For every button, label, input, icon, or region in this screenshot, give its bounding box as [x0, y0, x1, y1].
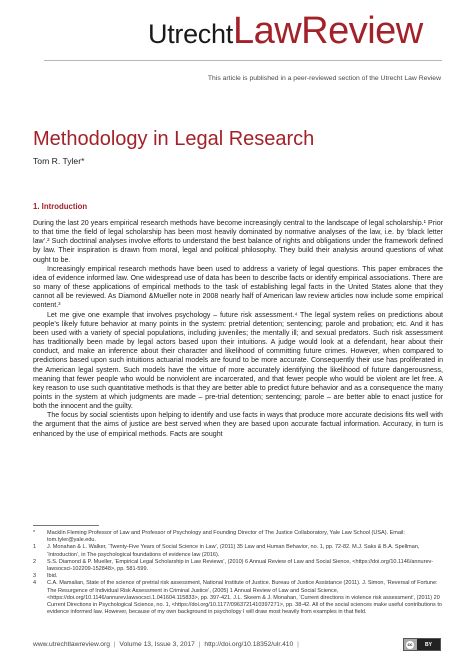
footnote-mark: *: [33, 530, 36, 536]
footer-separator: |: [113, 641, 116, 648]
paragraph: The focus by social scientists upon helping to identify and use facts in ways that produce more accurate decisions fits well with the argument that the aims of justice are best served when they are based upon accurate factual information. Accuracy, in turn is enhanced by the use of empirical methods. Facts are sought: [33, 411, 443, 438]
footnote-mark: 4: [33, 580, 37, 587]
footnote: [33, 580, 443, 616]
footnote: [33, 573, 443, 580]
footnotes: [33, 530, 443, 616]
website-link[interactable]: www.utrechtlawreview.org: [33, 641, 110, 648]
footnote: [33, 530, 443, 544]
footnote-text: C.A. Mamalian, State of the science of pretrial risk assessment, National Institute of Justice. Bureau of Justice Assistance (2011). J. Simon, ‘Reversal of Fortune: The Resurgence of Individual Risk Assessment in Criminal Justice’, (2005) 1 Annual Review of Law and Social Science, <https://doi.org/10.1146/annurev.lawsocsci.1.041604.115833>, pp. 397-421. J.L. Skeem & J. Monahan, ‘Current directions in violence risk assessment’, (2011) 20 Current Directions in Psychological Science, no. 1, <https://doi.org/10.1177/0963721410397271>, pp. 38-42. All of the social sciences make useful contributions to evidence informed law. However, because of my own background in psychology I will draw most heavily from examples in that field.: [47, 580, 442, 616]
footnote-text: S.S. Diamond & P. Mueller, ‘Empirical Legal Scholarship in Law Reviews’, (2010) 6 Annual Review of Law and Social Sience, <https://doi.org/10.1146/annurev-lawsocsci-102209-152848>, pp. 581-599.: [47, 558, 434, 573]
footnote-rule: [33, 525, 99, 526]
footnote-text: J. Monahan & L. Walker, ‘Twenty-Five Years of Social Science in Law’, (2011) 35 Law and Human Behavior, no. 1, pp. 72-82. M.J. Saks & B.A. Spellman, ‘Introduction’, in The psychological foundations of evidence law (2016).: [47, 544, 420, 558]
masthead-utrecht: Utrecht: [148, 19, 233, 49]
footer-separator: |: [297, 641, 299, 648]
paragraph: Let me give one example that involves psychology – future risk assessment.⁴ The legal system relies on predictions about people’s likely future behavior at many points in the system: pretrial detention; sentencing; parole and probation; etc. And it has been used with a variety of special populations, including juveniles; the mentally ill; and sexual predators. Such risk assessment has traditionally been made by legal actors based upon their intuitions. A judge would look at a defendant, hear about their conduct, and make an inference about their character and likelihood of committing future crimes. However, when compared to predictions based upon such intuitions actuarial models are found to be more accurate. Consequently their use has proliferated in the American legal system. Such models have the virtue of more accurately identifying the likelihood of future dangerousness, meaning that fewer people who would be nonviolent are incarcerated, and that fewer people who would be violent are let free. A key reason to use such quantitative methods is that they are better able to predict future behavior and as a consequence the many points in the system at which judgments are made – pre-trial detention; sentencing; parole – are better able to enact justice for both the innocent and the guilty.: [33, 310, 443, 411]
footnote-text: Ibid.: [47, 573, 58, 580]
by-icon: BY: [417, 639, 440, 650]
cc-by-license-badge[interactable]: [403, 638, 441, 651]
footnote-text: Macklin Fleming Professor of Law and Professor of Psychology and Founding Director of The Justice Collaboratory, Yale Law School (USA). Email: tom.tyler@yale.edu.: [47, 530, 405, 544]
footnote-mark: 2: [33, 558, 37, 565]
article-title: Methodology in Legal Research: [33, 128, 315, 150]
page-footer: [33, 641, 301, 648]
doi-link[interactable]: http://doi.org/10.18352/ulr.410: [204, 641, 294, 648]
footnote: [33, 544, 443, 558]
paragraph: During the last 20 years empirical research methods have become increasingly central to the landscape of legal scholarship.¹ Prior to that time the field of legal scholarship has been most heavily dominated by normative analyses of the law, i.e. by ‘black letter law’.² Such doctrinal analyses involve efforts to understand the best balance of rights and obligations under the framework defined by law. Their inspiration is drawn from moral, legal and political philosophy. They build their analysis around questions of what ought to be.: [33, 219, 443, 264]
footnote: [33, 559, 443, 573]
article-author: Tom R. Tyler*: [33, 156, 85, 166]
article-body: [33, 219, 443, 439]
section-heading: 1. Introduction: [33, 202, 88, 211]
masthead-lawreview: LawReview: [232, 10, 423, 52]
peer-review-note: This article is published in a peer-reviewed section of the Utrecht Law Review: [207, 75, 441, 82]
journal-masthead: [148, 10, 423, 53]
volume-info: Volume 13, Issue 3, 2017: [119, 641, 195, 648]
paragraph: Increasingly empirical research methods have been used to address a variety of legal questions. This paper embraces the idea of evidence informed law. One widespread use of data has been to describe facts or identify empirical associations. There are so many of these applications of empirical methods to the task of establishing legal facts in the United States alone that they cannot all be reviewed. As Diamond &Mueller note in 2008 nearly half of American law review articles now include some empirical content.³: [33, 264, 443, 310]
masthead-rule: [44, 60, 442, 61]
footnote-mark: 3: [33, 573, 37, 580]
footnote-mark: 1: [33, 544, 37, 551]
cc-icon: cc: [407, 642, 413, 647]
footer-separator: |: [198, 641, 201, 648]
